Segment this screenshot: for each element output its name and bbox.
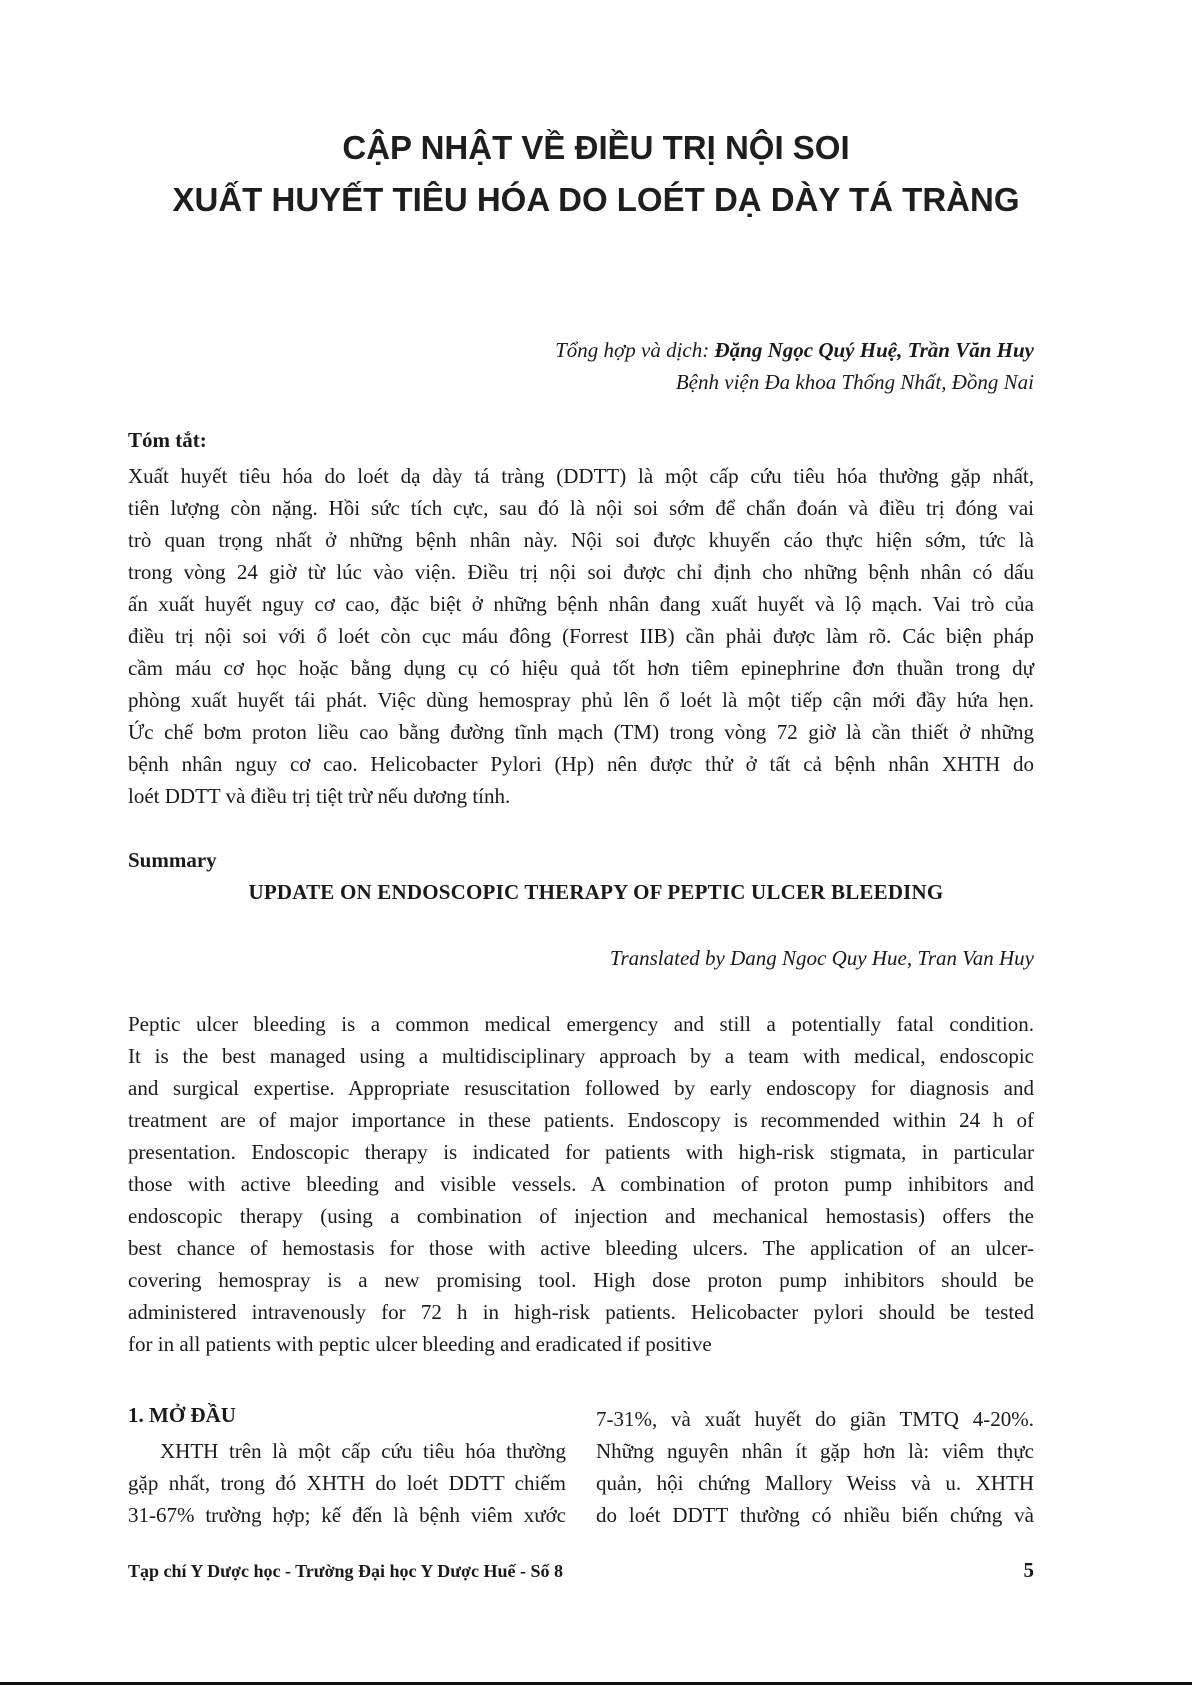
intro-left-line: 31-67% trường hợp; kế đến là bệnh viêm xước [128, 1503, 566, 1527]
page-number: 5 [1023, 1558, 1034, 1582]
summary-line: endoscopic therapy (using a combination of injection and mechanical hemostasis) offers the [128, 1204, 1034, 1228]
summary-line: covering hemospray is a new promising tool. High dose proton pump inhibitors should be [128, 1268, 1034, 1292]
summary-line: best chance of hemostasis for those with active bleeding ulcers. The application of an ulcer- [128, 1236, 1034, 1260]
article-title [0, 122, 1192, 226]
intro-right-line: 7-31%, và xuất huyết do giãn TMTQ 4-20%. [596, 1407, 1034, 1431]
summary-paragraph [128, 1008, 1034, 1360]
intro-left-column [128, 1435, 566, 1531]
abstract-line: loét DDTT và điều trị tiệt trừ nếu dương tính. [128, 784, 511, 808]
summary-title: UPDATE ON ENDOSCOPIC THERAPY OF PEPTIC ULCER BLEEDING [248, 880, 944, 904]
byline-authors-line [555, 334, 1034, 366]
intro-right-line: do loét DDTT thường có nhiều biến chứng và [596, 1503, 1034, 1527]
summary-line: those with active bleeding and visible vessels. A combination of proton pump inhibitors and [128, 1172, 1034, 1196]
abstract-line: Xuất huyết tiêu hóa do loét dạ dày tá tràng (DDTT) là một cấp cứu tiêu hóa thường gặp nhất, [128, 464, 1034, 488]
abstract-line: điều trị nội soi với ổ loét còn cục máu đông (Forrest IIB) cần phải được làm rõ. Các biện pháp [128, 624, 1034, 648]
abstract-paragraph [128, 460, 1034, 812]
journal-footer: Tạp chí Y Dược học - Trường Đại học Y Dược Huế - Số 8 [128, 1561, 563, 1581]
summary-line: and surgical expertise. Appropriate resuscitation followed by early endoscopy for diagnosis and [128, 1076, 1034, 1100]
abstract-line: trong vòng 24 giờ từ lúc vào viện. Điều trị nội soi được chỉ định cho những bệnh nhân có dấu [128, 560, 1034, 584]
summary-line: Peptic ulcer bleeding is a common medical emergency and still a potentially fatal condition. [128, 1012, 1034, 1036]
intro-left-line: gặp nhất, trong đó XHTH do loét DDTT chiếm [128, 1471, 566, 1495]
summary-line: presentation. Endoscopic therapy is indicated for patients with high-risk stigmata, in particular [128, 1140, 1034, 1164]
intro-left-line: XHTH trên là một cấp cứu tiêu hóa thường [160, 1439, 566, 1463]
summary-heading: Summary [128, 848, 217, 872]
summary-line: treatment are of major importance in these patients. Endoscopy is recommended within 24 h of [128, 1108, 1034, 1132]
abstract-line: bệnh nhân nguy cơ cao. Helicobacter Pylori (Hp) nên được thử ở tất cả bệnh nhân XHTH do [128, 752, 1034, 776]
abstract-heading: Tóm tắt: [128, 428, 207, 452]
byline-affiliation: Bệnh viện Đa khoa Thống Nhất, Đồng Nai [675, 370, 1034, 394]
abstract-line: ấn xuất huyết nguy cơ cao, đặc biệt ở những bệnh nhân đang xuất huyết và lộ mạch. Vai trò của [128, 592, 1034, 616]
abstract-line: tiên lượng còn nặng. Hồi sức tích cực, sau đó là nội soi sớm để chẩn đoán và điều trị đóng vai [128, 496, 1034, 520]
summary-translators: Translated by Dang Ngoc Quy Hue, Tran Van Huy [609, 946, 1034, 970]
title-line-1: CẬP NHẬT VỀ ĐIỀU TRỊ NỘI SOI [342, 129, 850, 166]
intro-right-line: Những nguyên nhân ít gặp hơn là: viêm thực [596, 1439, 1034, 1463]
byline-authors: Đặng Ngọc Quý Huệ, Trần Văn Huy [714, 338, 1034, 362]
byline [555, 334, 1034, 398]
intro-right-column [596, 1403, 1034, 1531]
byline-prefix: Tổng hợp và dịch: [555, 338, 715, 362]
intro-right-line: quản, hội chứng Mallory Weiss và u. XHTH [596, 1471, 1034, 1495]
intro-heading: 1. MỞ ĐẦU [128, 1403, 236, 1427]
abstract-line: trò quan trọng nhất ở những bệnh nhân này. Nội soi được khuyến cáo thực hiện sớm, tức là [128, 528, 1034, 552]
abstract-line: cầm máu cơ học hoặc bằng dụng cụ có hiệu quả tốt hơn tiêm epinephrine đơn thuần trong dự [128, 656, 1034, 680]
abstract-line: Ức chế bơm proton liều cao bằng đường tĩnh mạch (TM) trong vòng 72 giờ là cần thiết ở những [128, 720, 1034, 744]
summary-line: It is the best managed using a multidisciplinary approach by a team with medical, endoscopic [128, 1044, 1034, 1068]
summary-line: for in all patients with peptic ulcer bleeding and eradicated if positive [128, 1332, 712, 1356]
abstract-line: phòng xuất huyết tái phát. Việc dùng hemospray phủ lên ổ loét là một tiếp cận mới đầy hứa hẹn. [128, 688, 1034, 712]
title-line-2: XUẤT HUYẾT TIÊU HÓA DO LOÉT DẠ DÀY TÁ TRÀNG [172, 181, 1020, 218]
summary-line: administered intravenously for 72 h in high-risk patients. Helicobacter pylori should be tested [128, 1300, 1034, 1324]
